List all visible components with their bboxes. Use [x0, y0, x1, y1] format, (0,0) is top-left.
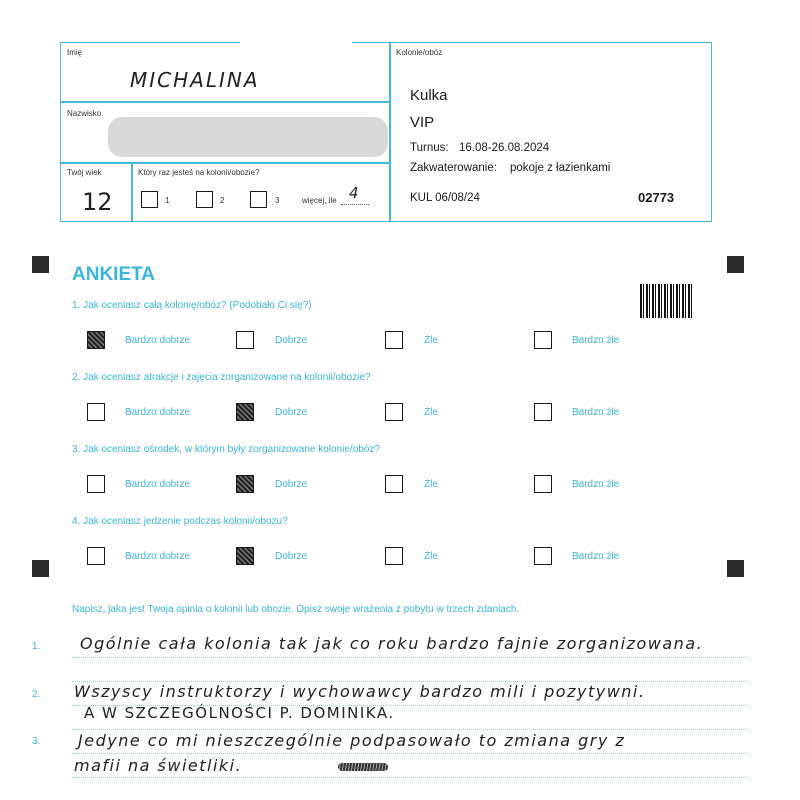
kolonie-label: Kolonie/obóz [396, 48, 443, 57]
rating-option-label: Źle [424, 479, 438, 490]
question-text: 4. Jak oceniasz jedzenie podczas kolonii/obozu? [72, 516, 288, 527]
redacted-surname [108, 117, 388, 157]
ktory-raz-label: Który raz jesteś na kolonii/obozie? [138, 168, 260, 177]
opinion-number-3: 3. [32, 736, 41, 747]
camp-code: KUL 06/08/24 [410, 192, 480, 204]
rating-checkbox-q4-opt3[interactable] [385, 547, 403, 565]
opinion-number-2: 2. [32, 689, 41, 700]
alignment-marker [727, 560, 744, 577]
zakwaterowanie-value: pokoje z łazienkami [510, 162, 611, 174]
visit-count-checkbox-3[interactable] [250, 191, 267, 208]
rating-checkbox-q4-opt2[interactable] [236, 547, 254, 565]
answer-line [72, 753, 748, 754]
rating-option-label: Źle [424, 407, 438, 418]
imie-label: Imię [67, 48, 83, 57]
opinion-line-3: A W SZCZEGÓLNOŚCI P. DOMINIKA. [84, 704, 395, 722]
opinion-line-2: Wszyscy instruktorzy i wychowawcy bardzo mili i pozytywni. [74, 682, 646, 701]
rating-checkbox-q2-opt2[interactable] [236, 403, 254, 421]
header-row-line [60, 162, 390, 164]
question-text: 1. Jak oceniasz całą kolonię/obóz? (Podobało Ci się?) [72, 300, 312, 311]
rating-checkbox-q1-opt1[interactable] [87, 331, 105, 349]
opinion-prompt: Napisz, jaka jest Twoja opinia o kolonii lub obozie. Opisz swoje wrażenia z pobytu w trzech zdaniach. [72, 604, 520, 615]
rating-option-label: Bardzo dobrze [125, 479, 191, 490]
question-text: 3. Jak oceniasz ośrodek, w którym były zorganizowane kolonie/obóz? [72, 444, 380, 455]
border-gap [240, 40, 352, 45]
rating-checkbox-q3-opt4[interactable] [534, 475, 552, 493]
wiek-value: 12 [82, 188, 113, 216]
rating-option-label: Źle [424, 335, 438, 346]
alignment-marker [32, 560, 49, 577]
visit-count-label-2: 2 [220, 196, 225, 205]
question-text: 2. Jak oceniasz atrakcje i zajęcia zorganizowane na kolonii/obozie? [72, 372, 371, 383]
rating-option-label: Źle [424, 551, 438, 562]
nazwisko-label: Nazwisko [67, 109, 102, 118]
visit-count-checkbox-2[interactable] [196, 191, 213, 208]
kolonie-name: Kulka [410, 87, 448, 104]
alignment-marker [727, 256, 744, 273]
rating-option-label: Dobrze [275, 551, 308, 562]
wiecej-value: 4 [349, 184, 359, 202]
answer-line [72, 657, 748, 658]
opinion-line-4: Jedyne co mi nieszczególnie podpasowało to zmiana gry z [78, 731, 626, 750]
opinion-number-1: 1. [32, 641, 41, 652]
answer-line [72, 777, 748, 778]
rating-checkbox-q3-opt2[interactable] [236, 475, 254, 493]
alignment-marker [32, 256, 49, 273]
wiek-label: Twój wiek [67, 168, 102, 177]
rating-checkbox-q3-opt3[interactable] [385, 475, 403, 493]
visit-count-label-1: 1 [165, 196, 170, 205]
rating-checkbox-q3-opt1[interactable] [87, 475, 105, 493]
rating-checkbox-q4-opt4[interactable] [534, 547, 552, 565]
answer-line [72, 729, 748, 730]
rating-checkbox-q4-opt1[interactable] [87, 547, 105, 565]
header-row-line [60, 101, 390, 103]
rating-checkbox-q1-opt3[interactable] [385, 331, 403, 349]
rating-checkbox-q2-opt3[interactable] [385, 403, 403, 421]
survey-title: ANKIETA [72, 264, 156, 285]
rating-option-label: Bardzo dobrze [125, 407, 191, 418]
barcode [640, 284, 692, 318]
rating-option-label: Bardzo dobrze [125, 335, 191, 346]
rating-checkbox-q2-opt4[interactable] [534, 403, 552, 421]
rating-checkbox-q1-opt4[interactable] [534, 331, 552, 349]
opinion-line-5: mafii na świetliki. [74, 756, 243, 775]
rating-option-label: Bardzo dobrze [125, 551, 191, 562]
rating-option-label: Dobrze [275, 479, 308, 490]
rating-checkbox-q2-opt1[interactable] [87, 403, 105, 421]
rating-option-label: Bardzo źle [572, 335, 620, 346]
wiecej-dotted-line [341, 204, 369, 205]
rating-option-label: Dobrze [275, 407, 308, 418]
rating-checkbox-q1-opt2[interactable] [236, 331, 254, 349]
wiecej-label: więcej, ile [302, 196, 337, 205]
header-cell-divider [131, 162, 133, 222]
header-divider [389, 42, 391, 222]
form-number: 02773 [638, 190, 675, 205]
turnus-label: Turnus: [410, 142, 449, 154]
visit-count-checkbox-1[interactable] [141, 191, 158, 208]
imie-value: MICHALINA [130, 68, 260, 92]
kolonie-type: VIP [410, 114, 435, 131]
rating-option-label: Bardzo źle [572, 479, 620, 490]
opinion-line-1: Ogólnie cała kolonia tak jak co roku bardzo fajnie zorganizowana. [80, 634, 704, 653]
rating-option-label: Bardzo źle [572, 407, 620, 418]
rating-option-label: Dobrze [275, 335, 308, 346]
scribble-mark [338, 763, 388, 771]
zakwaterowanie-label: Zakwaterowanie: [410, 162, 497, 174]
visit-count-label-3: 3 [275, 196, 280, 205]
rating-option-label: Bardzo źle [572, 551, 620, 562]
turnus-value: 16.08-26.08.2024 [459, 142, 550, 154]
